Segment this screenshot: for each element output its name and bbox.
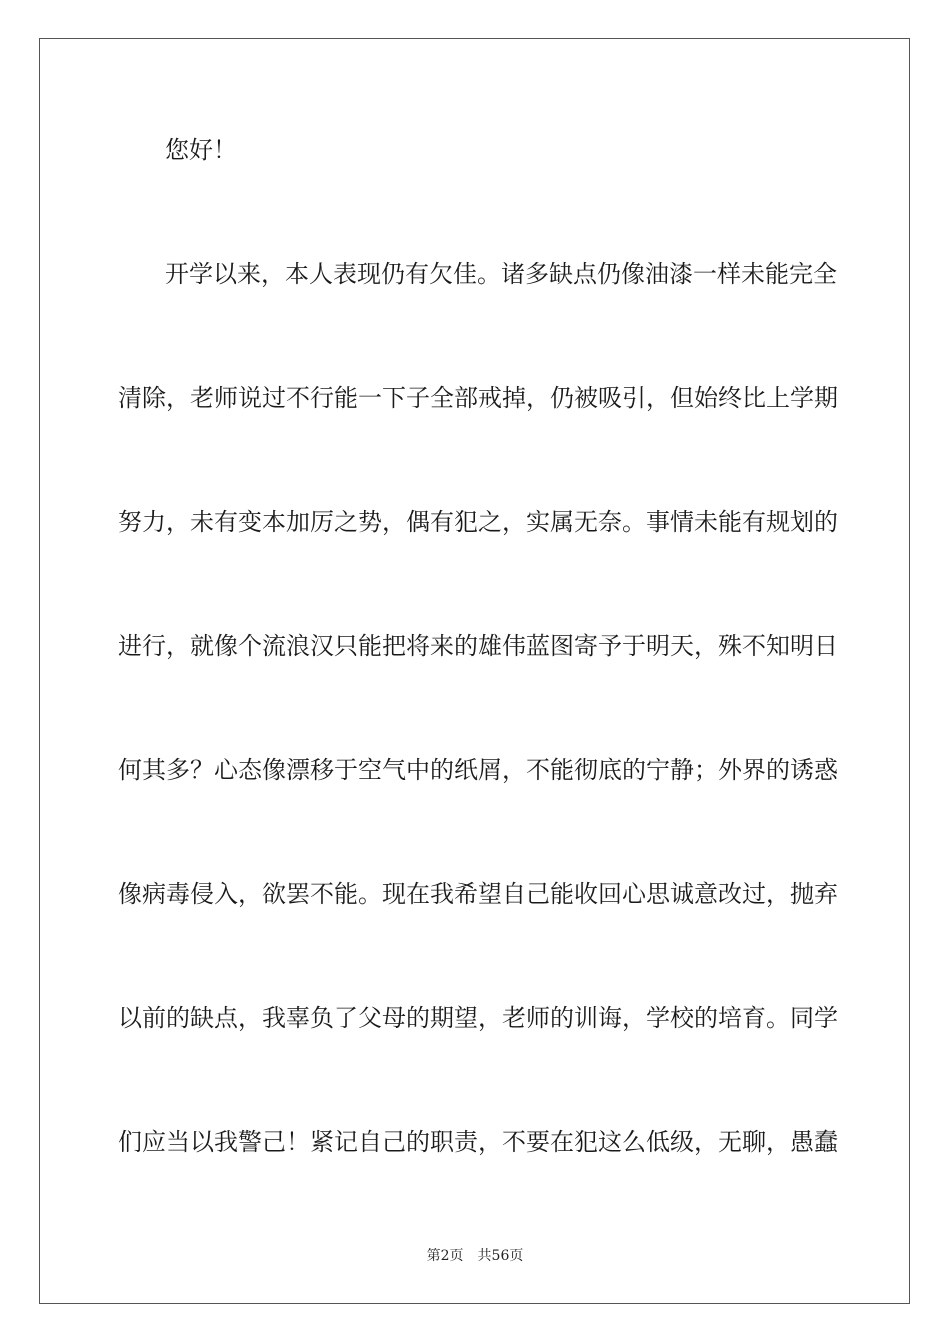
paragraph-line-8: 们应当以我警己！紧记自己的职责，不要在犯这么低级，无聊，愚蠢 (118, 1128, 838, 1156)
paragraph-line-1: 开学以来，本人表现仍有欠佳。诸多缺点仍像油漆一样未能完全 (165, 260, 837, 288)
page-border (39, 38, 910, 1304)
paragraph-line-5: 何其多？心态像漂移于空气中的纸屑，不能彻底的宁静；外界的诱惑 (118, 756, 838, 784)
greeting-text: 您好！ (165, 136, 237, 164)
page-total: 共56页 (477, 1248, 524, 1264)
paragraph-line-7: 以前的缺点，我辜负了父母的期望，老师的训诲，学校的培育。同学 (118, 1004, 838, 1032)
page-footer (0, 1247, 950, 1265)
paragraph-line-6: 像病毒侵入，欲罢不能。现在我希望自己能收回心思诚意改过，抛弃 (118, 880, 838, 908)
page-number: 第2页 (426, 1248, 464, 1264)
paragraph-line-3: 努力，未有变本加厉之势，偶有犯之，实属无奈。事情未能有规划的 (118, 508, 838, 536)
paragraph-line-4: 进行，就像个流浪汉只能把将来的雄伟蓝图寄予于明天，殊不知明日 (118, 632, 838, 660)
paragraph-line-2: 清除，老师说过不行能一下子全部戒掉，仍被吸引，但始终比上学期 (118, 384, 838, 412)
